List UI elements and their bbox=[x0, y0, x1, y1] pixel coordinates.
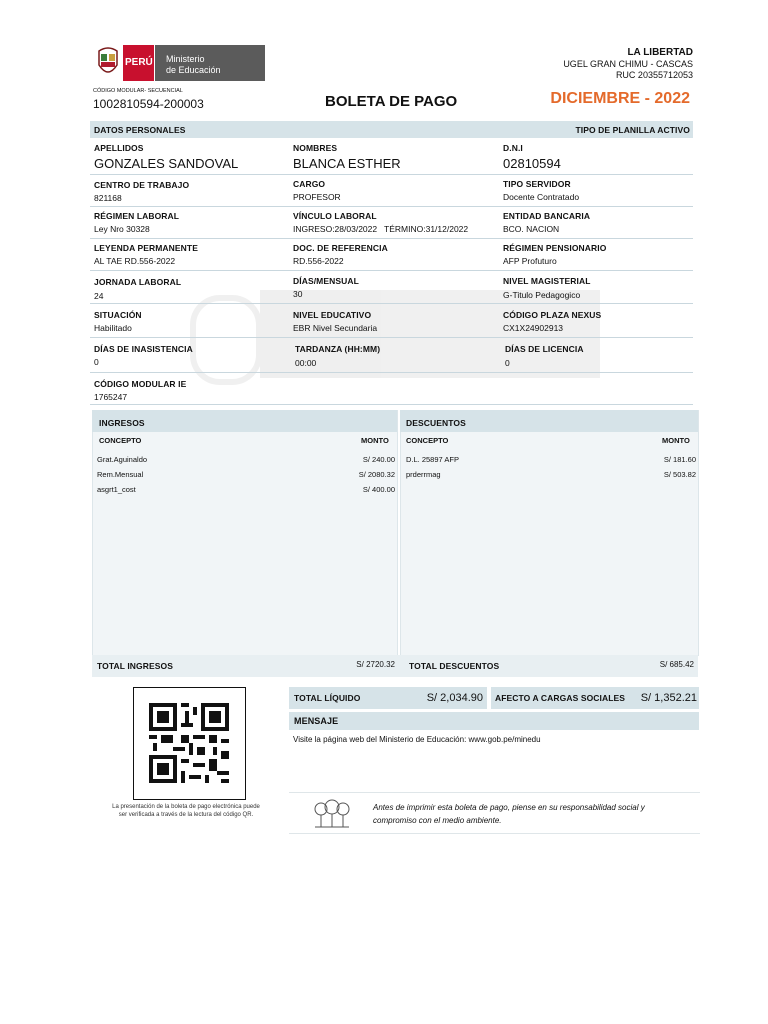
minedu-logo bbox=[93, 45, 265, 81]
total-liquido-label: TOTAL LÍQUIDO bbox=[294, 693, 361, 703]
descuentos-panel bbox=[400, 410, 699, 656]
nexus-value: CX1X24902913 bbox=[503, 323, 564, 333]
divider bbox=[289, 833, 700, 834]
licencia-value: 0 bbox=[505, 358, 510, 368]
descuentos-row-concepto: prderrmag bbox=[406, 470, 441, 479]
page-title: BOLETA DE PAGO bbox=[325, 93, 458, 110]
descuentos-title: DESCUENTOS bbox=[406, 418, 466, 428]
trees-icon bbox=[311, 799, 353, 831]
divider bbox=[90, 303, 693, 304]
ugel: UGEL GRAN CHIMU - CASCAS bbox=[563, 59, 693, 69]
divider bbox=[90, 337, 693, 338]
ruc: RUC 20355712053 bbox=[615, 70, 693, 80]
afecto-value: S/ 1,352.21 bbox=[640, 692, 697, 704]
divider bbox=[90, 238, 693, 239]
qr-frame bbox=[133, 687, 246, 800]
totales-band bbox=[92, 655, 698, 677]
apellidos-label: APELLIDOS bbox=[94, 143, 144, 153]
vinculo-label: VÍNCULO LABORAL bbox=[293, 211, 377, 221]
dias-mensual-value: 30 bbox=[293, 289, 303, 299]
descuentos-row-concepto: D.L. 25897 AFP bbox=[406, 455, 459, 464]
ingresos-row-concepto: asgrt1_cost bbox=[97, 485, 136, 494]
leyenda-value: AL TAE RD.556-2022 bbox=[94, 256, 176, 266]
region: LA LIBERTAD bbox=[627, 47, 693, 58]
tipo-servidor-value: Docente Contratado bbox=[503, 192, 580, 202]
inasistencia-value: 0 bbox=[94, 357, 99, 367]
total-liquido-value: S/ 2,034.90 bbox=[426, 692, 483, 704]
total-descuentos-value: S/ 685.42 bbox=[659, 660, 694, 669]
inasistencia-label: DÍAS DE INASISTENCIA bbox=[94, 344, 193, 354]
ingresos-row-concepto: Grat.Aguinaldo bbox=[97, 455, 148, 464]
cargo-value: PROFESOR bbox=[293, 192, 341, 202]
centro-label: CENTRO DE TRABAJO bbox=[94, 180, 190, 190]
regimen-value: Ley Nro 30328 bbox=[94, 224, 150, 234]
modular-ie-label: CÓDIGO MODULAR IE bbox=[94, 379, 187, 389]
situacion-label: SITUACIÓN bbox=[94, 310, 142, 320]
total-ingresos-label: TOTAL INGRESOS bbox=[97, 661, 174, 671]
logo-ministry-line2: de Educación bbox=[166, 65, 221, 75]
mensaje-header bbox=[289, 712, 699, 730]
jornada-label: JORNADA LABORAL bbox=[94, 277, 182, 287]
nivel-mag-value: G-Titulo Pedagogico bbox=[503, 290, 581, 300]
qr-code-icon bbox=[149, 703, 229, 783]
licencia-label: DÍAS DE LICENCIA bbox=[505, 344, 584, 354]
ingresos-row-monto: S/ 2080.32 bbox=[358, 470, 395, 479]
total-ingresos-value: S/ 2720.32 bbox=[356, 660, 395, 669]
ingresos-col-concepto: CONCEPTO bbox=[99, 436, 142, 445]
afecto-label: AFECTO A CARGAS SOCIALES bbox=[495, 693, 626, 703]
descuentos-row-monto: S/ 181.60 bbox=[663, 455, 696, 464]
peru-shield-icon bbox=[93, 45, 123, 81]
eco-text-line1: Antes de imprimir esta boleta de pago, piense en su responsabilidad social y bbox=[373, 803, 645, 812]
leyenda-label: LEYENDA PERMANENTE bbox=[94, 243, 198, 253]
nivel-edu-label: NIVEL EDUCATIVO bbox=[293, 310, 372, 320]
codigo-label: CÓDIGO MODULAR- SECUENCIAL bbox=[93, 88, 183, 94]
nivel-mag-label: NIVEL MAGISTERIAL bbox=[503, 276, 591, 286]
ingresos-col-monto: MONTO bbox=[361, 436, 389, 445]
nivel-edu-value: EBR Nivel Secundaria bbox=[293, 323, 378, 333]
jornada-value: 24 bbox=[94, 291, 104, 301]
descuentos-col-monto: MONTO bbox=[662, 436, 690, 445]
entidad-value: BCO. NACION bbox=[503, 224, 560, 234]
total-descuentos-label: TOTAL DESCUENTOS bbox=[409, 661, 500, 671]
logo-ministry-line1: Ministerio bbox=[166, 54, 205, 64]
period: DICIEMBRE - 2022 bbox=[550, 90, 690, 107]
ingresos-title: INGRESOS bbox=[99, 418, 145, 428]
descuentos-col-concepto: CONCEPTO bbox=[406, 436, 449, 445]
centro-value: 821168 bbox=[94, 193, 122, 203]
nombres-label: NOMBRES bbox=[293, 143, 338, 153]
descuentos-row-monto: S/ 503.82 bbox=[663, 470, 696, 479]
ingresos-row-monto: S/ 400.00 bbox=[362, 485, 395, 494]
mensaje-title: MENSAJE bbox=[294, 716, 339, 726]
ingresos-row-monto: S/ 240.00 bbox=[362, 455, 395, 464]
logo-country-text: PERÚ bbox=[125, 57, 153, 68]
divider bbox=[90, 174, 693, 175]
situacion-value: Habilitado bbox=[94, 323, 132, 333]
eco-text-line2: compromiso con el medio ambiente. bbox=[373, 816, 502, 825]
divider bbox=[90, 206, 693, 207]
nombres-value: BLANCA ESTHER bbox=[293, 156, 401, 171]
dni-value: 02810594 bbox=[503, 156, 561, 171]
regimen-label: RÉGIMEN LABORAL bbox=[94, 211, 180, 221]
pension-value: AFP Profuturo bbox=[503, 256, 557, 266]
docref-label: DOC. DE REFERENCIA bbox=[293, 243, 388, 253]
dni-label: D.N.I bbox=[503, 143, 523, 153]
tipo-planilla: TIPO DE PLANILLA ACTIVO bbox=[575, 125, 690, 135]
apellidos-value: GONZALES SANDOVAL bbox=[94, 156, 239, 171]
ingresos-panel bbox=[92, 410, 398, 656]
modular-ie-value: 1765247 bbox=[94, 392, 128, 402]
pension-label: RÉGIMEN PENSIONARIO bbox=[503, 243, 607, 253]
tardanza-label: TARDANZA (HH:MM) bbox=[295, 344, 381, 354]
mensaje-text: Visite la página web del Ministerio de Educación: www.gob.pe/minedu bbox=[293, 735, 541, 744]
divider bbox=[289, 792, 700, 793]
tipo-servidor-label: TIPO SERVIDOR bbox=[503, 179, 571, 189]
divider bbox=[90, 404, 693, 405]
nexus-label: CÓDIGO PLAZA NEXUS bbox=[503, 310, 602, 320]
docref-value: RD.556-2022 bbox=[293, 256, 344, 266]
ingresos-row-concepto: Rem.Mensual bbox=[97, 470, 144, 479]
entidad-label: ENTIDAD BANCARIA bbox=[503, 211, 591, 221]
codigo-value: 1002810594-200003 bbox=[93, 97, 204, 111]
cargo-label: CARGO bbox=[293, 179, 326, 189]
divider bbox=[90, 372, 693, 373]
dias-mensual-label: DÍAS/MENSUAL bbox=[293, 276, 359, 286]
tardanza-value: 00:00 bbox=[295, 358, 317, 368]
qr-caption: La presentación de la boleta de pago electrónica puede ser verificada a través de la lectura del código QR. bbox=[112, 804, 260, 818]
datos-personales-title: DATOS PERSONALES bbox=[94, 125, 186, 135]
divider bbox=[90, 270, 693, 271]
vinculo-value: INGRESO:28/03/2022 TÉRMINO:31/12/2022 bbox=[293, 224, 469, 234]
